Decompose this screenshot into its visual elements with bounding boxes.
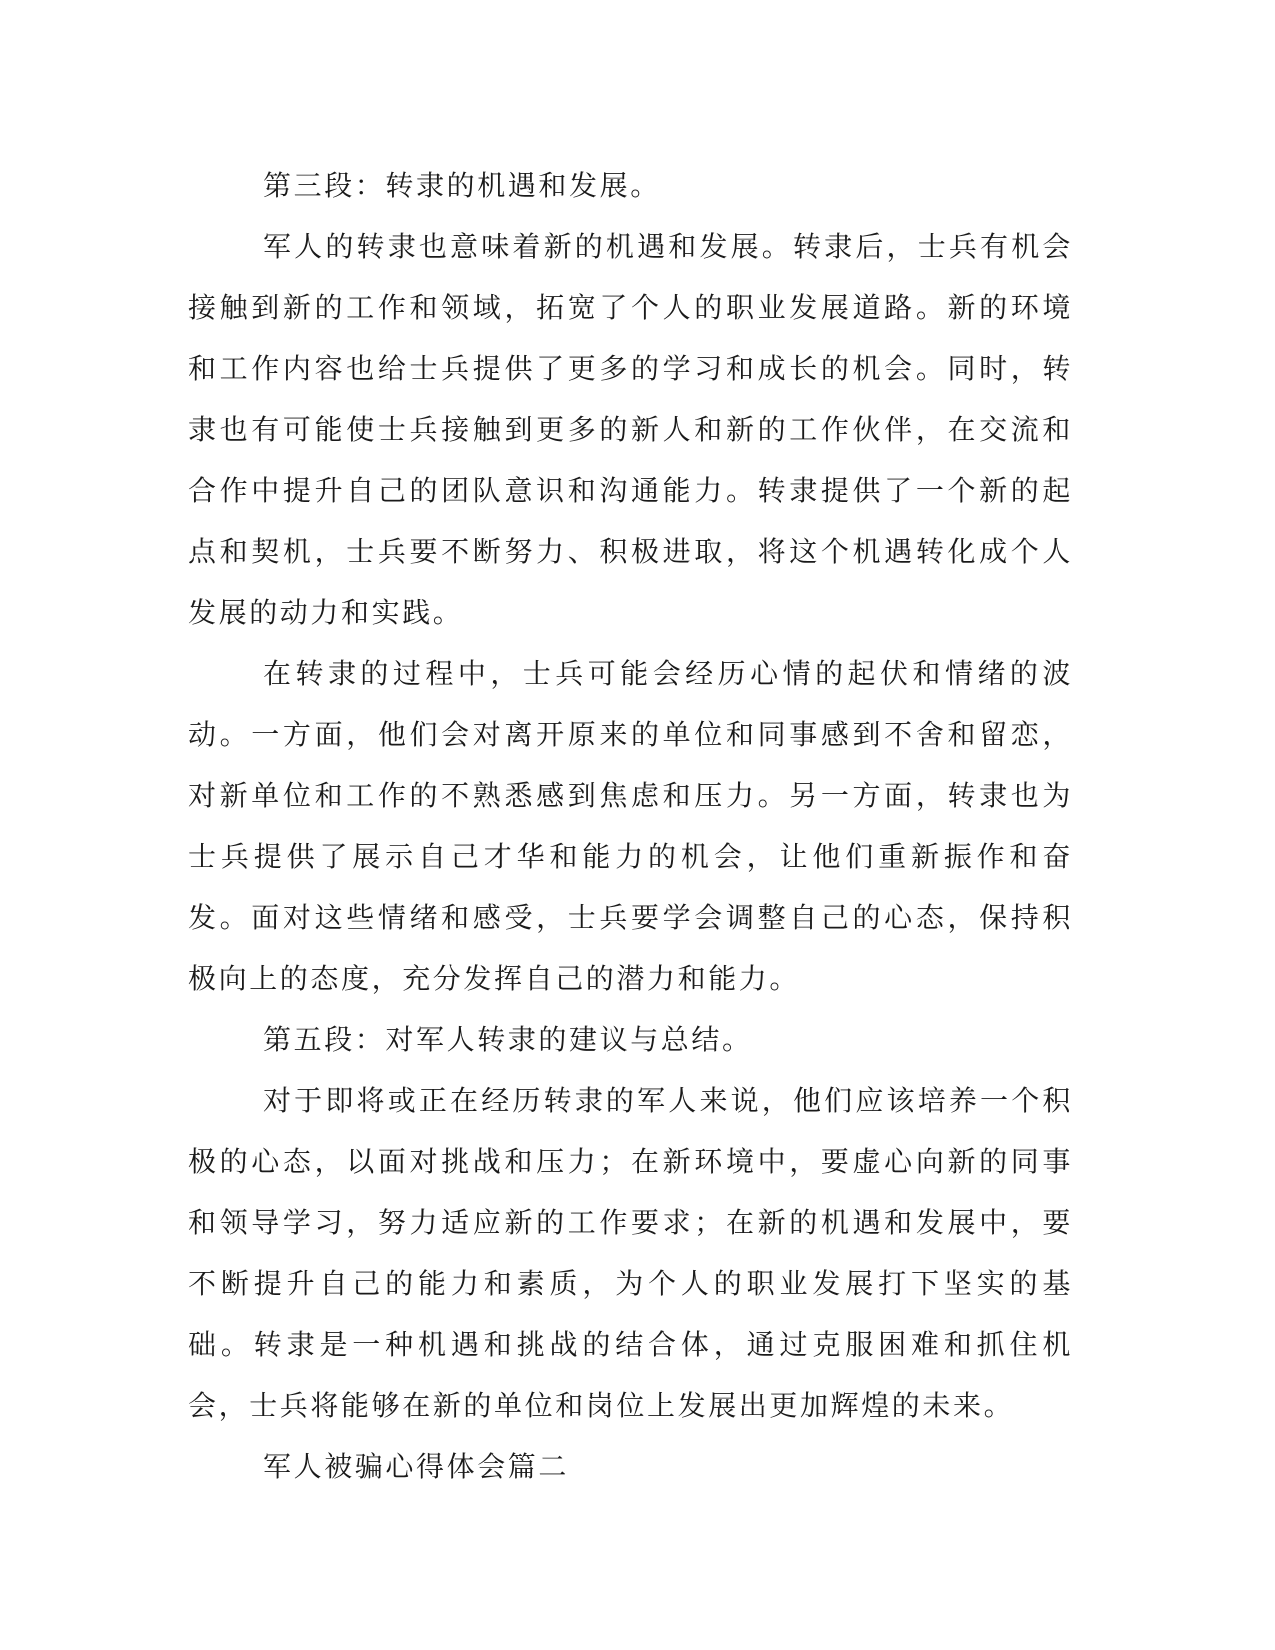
- section-heading-3: 第三段：转隶的机遇和发展。: [263, 169, 661, 202]
- article-title-part-2: 军人被骗心得体会篇二: [263, 1450, 570, 1483]
- document-body: [188, 155, 1073, 1497]
- section-heading-5: 第五段：对军人转隶的建议与总结。: [263, 1023, 753, 1056]
- paragraph-summary: 对于即将或正在经历转隶的军人来说，他们应该培养一个积极的心态，以面对挑战和压力；在新环境中，要虚心向新的同事和领导学习，努力适应新的工作要求；在新的机遇和发展中，要不断提升自己的能力和素质，为个人的职业发展打下坚实的基础。转隶是一种机遇和挑战的结合体，通过克服困难和抓住机会，士兵将能够在新的单位和岗位上发展出更加辉煌的未来。: [188, 1084, 1073, 1422]
- paragraph-emotions: 在转隶的过程中，士兵可能会经历心情的起伏和情绪的波动。一方面，他们会对离开原来的单位和同事感到不舍和留恋，对新单位和工作的不熟悉感到焦虑和压力。另一方面，转隶也为士兵提供了展示自己才华和能力的机会，让他们重新振作和奋发。面对这些情绪和感受，士兵要学会调整自己的心态，保持积极向上的态度，充分发挥自己的潜力和能力。: [188, 657, 1073, 995]
- paragraph-opportunity: 军人的转隶也意味着新的机遇和发展。转隶后，士兵有机会接触到新的工作和领域，拓宽了个人的职业发展道路。新的环境和工作内容也给士兵提供了更多的学习和成长的机会。同时，转隶也有可能使士兵接触到更多的新人和新的工作伙伴，在交流和合作中提升自己的团队意识和沟通能力。转隶提供了一个新的起点和契机，士兵要不断努力、积极进取，将这个机遇转化成个人发展的动力和实践。: [188, 230, 1073, 629]
